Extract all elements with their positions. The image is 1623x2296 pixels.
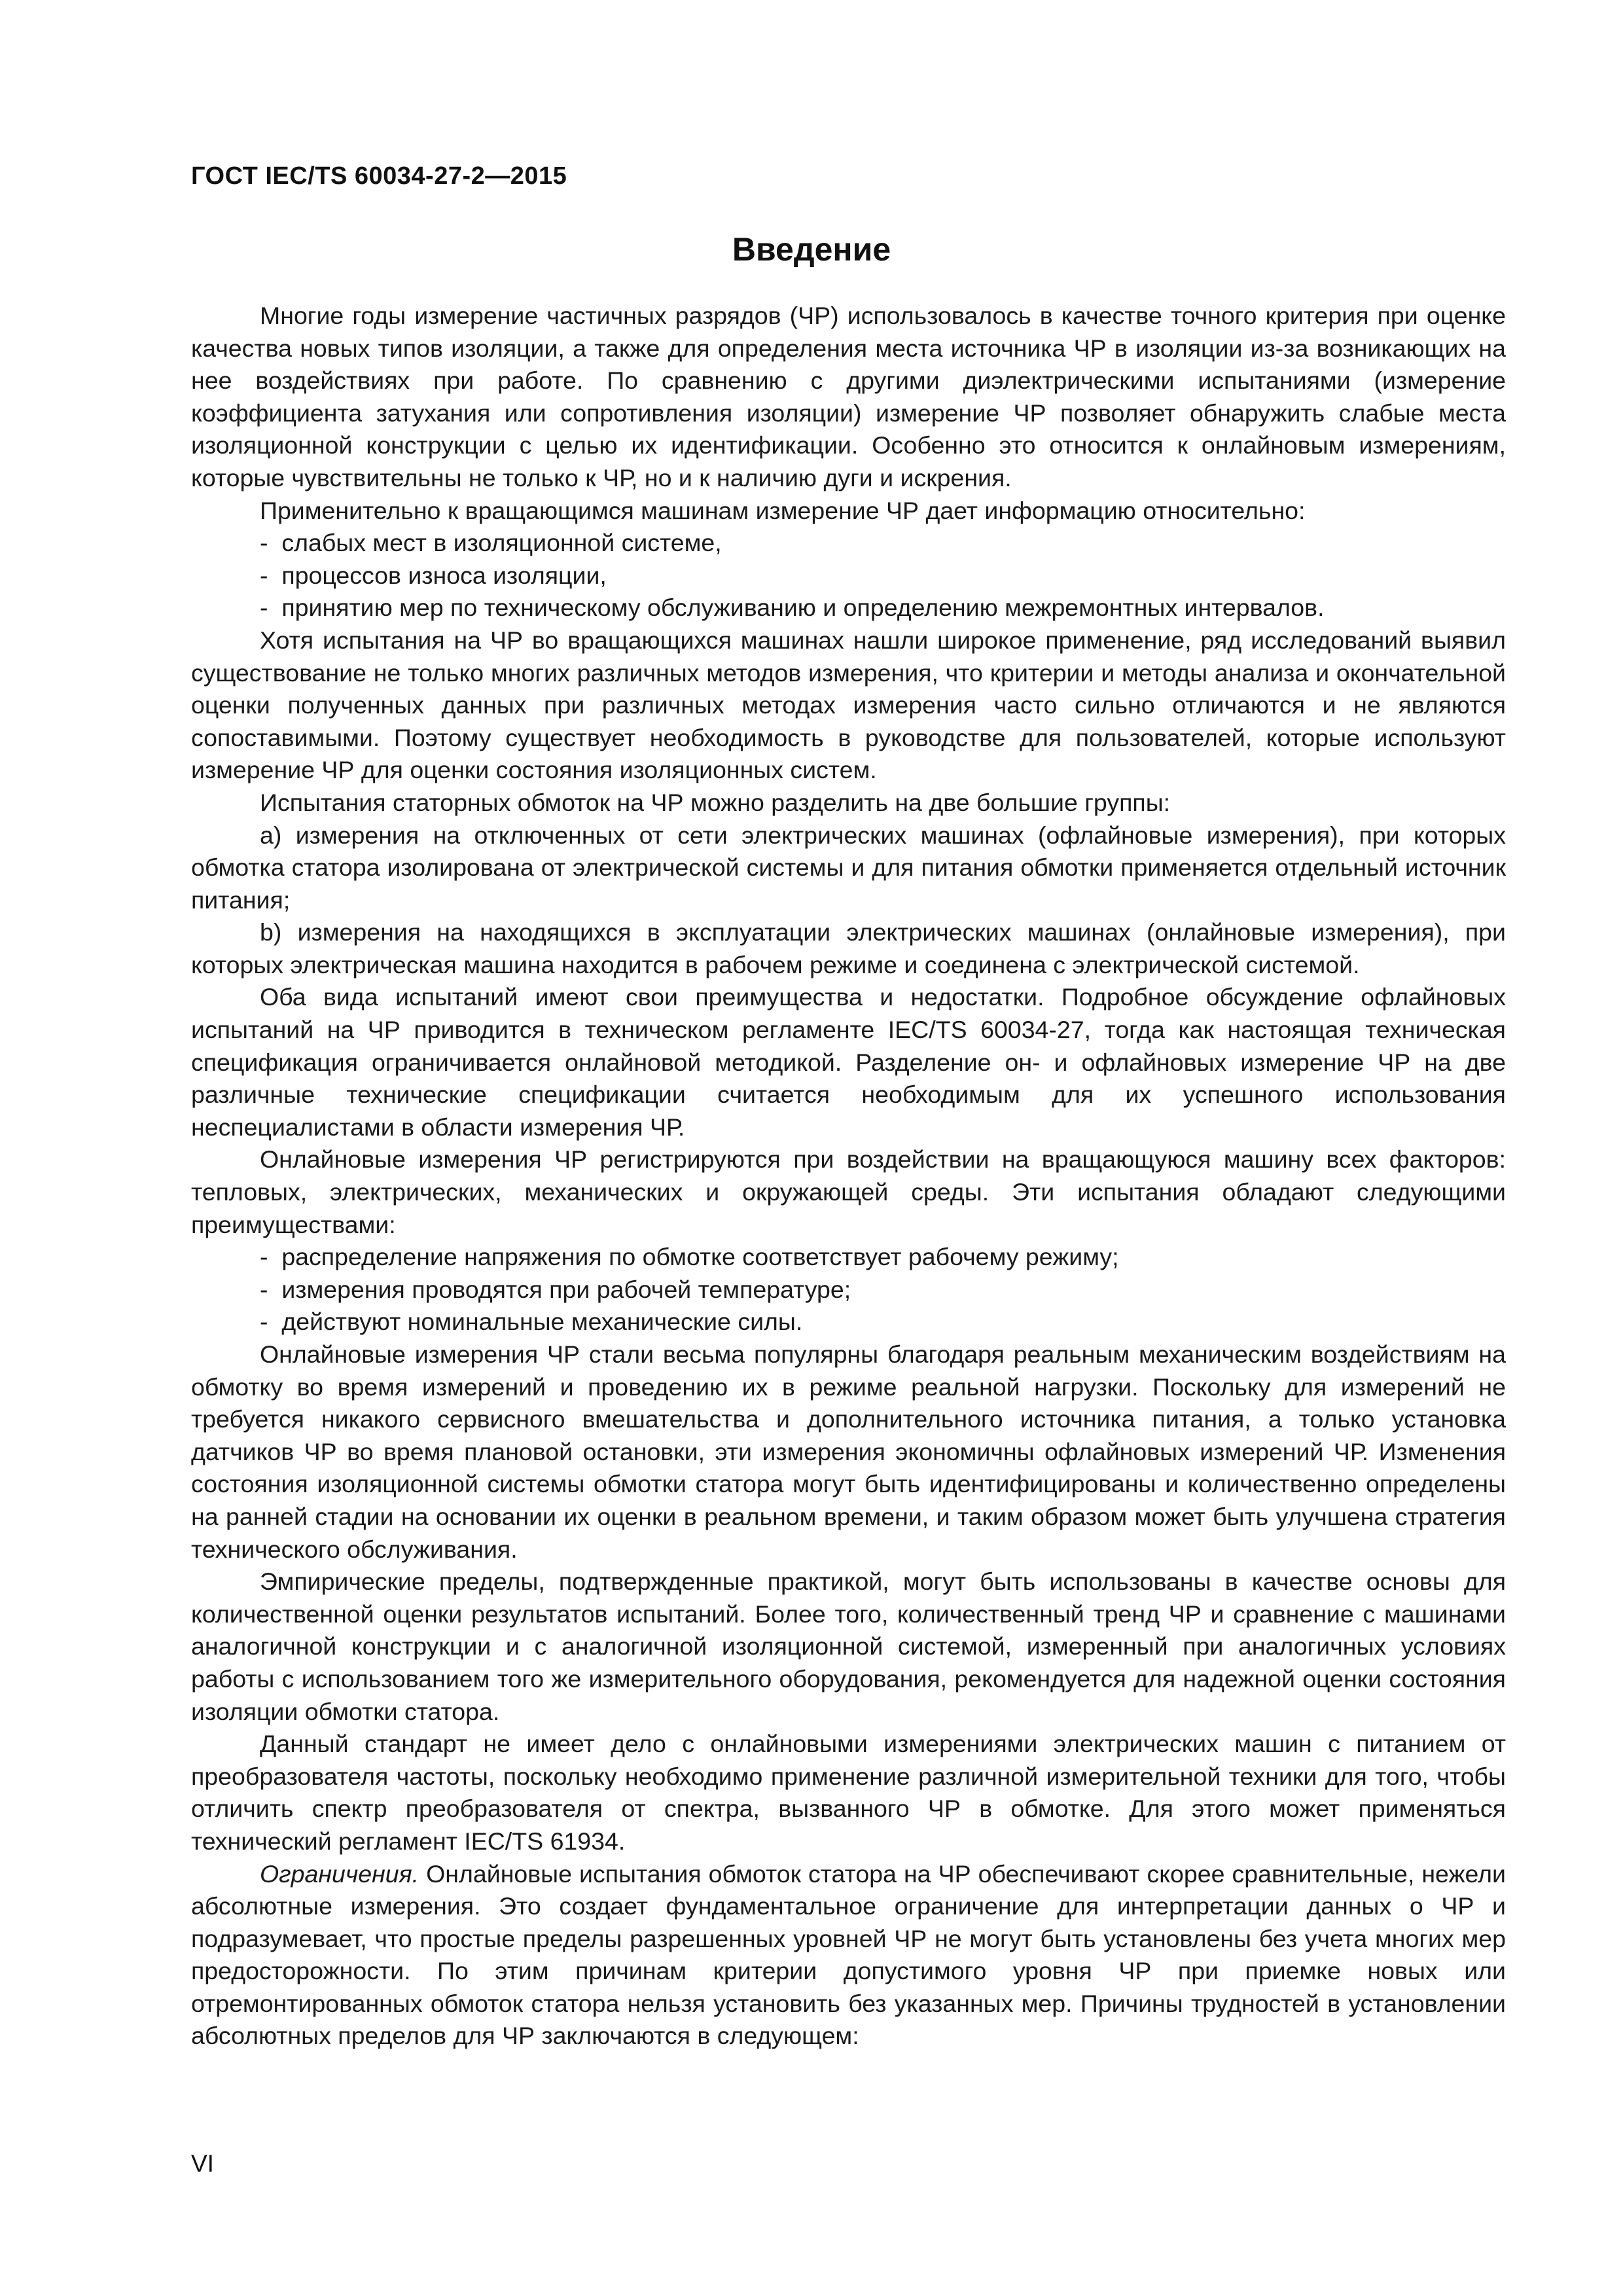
paragraph: Онлайновые измерения ЧР регистрируются при воздействии на вращающуюся машину всех факторов: тепловых, электрических, механических и окружающей среды. Эти испытания обладают следующими преимуществами:: [191, 1145, 1506, 1238]
list-item: - принятию мер по техническому обслуживанию и определению межремонтных интервалов.: [191, 592, 1506, 624]
paragraph-lead: Ограничения.: [260, 1859, 419, 1888]
paragraph: a) измерения на отключенных от сети электрических машинах (офлайновые измерения), при которых обмотка статора изолирована от электрической системы и для питания обмотки применяется отдельный источник питания;: [191, 821, 1506, 914]
list-item: - действуют номинальные механические силы.: [191, 1306, 1506, 1338]
paragraph: Многие годы измерение частичных разрядов (ЧР) использовалось в качестве точного критерия при оценке качества новых типов изоляции, а также для определения места источника ЧР в изоляции из-за возникающих на нее воздействиях при работе. По сравнению с другими диэлектрическими испытаниями (измерение коэффициента затухания или сопротивления изоляции) измерение ЧР позволяет обнаружить слабые места изоляционной конструкции с целью их идентификации. Особенно это относится к онлайновым измерениям, которые чувствительны не только к ЧР, но и к наличию дуги и искрения.: [191, 302, 1506, 492]
paragraph: Оба вида испытаний имеют свои преимущества и недостатки. Подробное обсуждение офлайновых испытаний на ЧР приводится в техническом регламенте IEC/TS 60034-27, тогда как настоящая техническая спецификация ограничивается онлайновой методикой. Разделение он- и офлайновых измерение ЧР на две различные технические спецификации считается необходимым для их успешного использования неспециалистами в области измерения ЧР.: [191, 983, 1506, 1141]
paragraph: Данный стандарт не имеет дело с онлайновыми измерениями электрических машин с питанием от преобразователя частоты, поскольку необходимо применение различной измерительной техники для того, чтобы отличить спектр преобразователя от спектра, вызванного ЧР в обмотке. Для этого может применяться технический регламент IEC/TS 61934.: [191, 1730, 1506, 1855]
paragraph: Испытания статорных обмоток на ЧР можно разделить на две большие группы:: [260, 788, 1171, 816]
paragraph: Эмпирические пределы, подтвержденные практикой, могут быть использованы в качестве основы для количественной оценки результатов испытаний. Более того, количественный тренд ЧР и сравнение с машинами аналогичной конструкции и с аналогичной изоляционной системой, измеренный при аналогичных условиях работы с использованием того же измерительного оборудования, рекомендуется для надежной оценки состояния изоляции обмотки статора.: [191, 1568, 1506, 1725]
document-body: [191, 300, 1506, 2053]
paragraph: Применительно к вращающимся машинам измерение ЧР дает информацию относительно:: [260, 496, 1306, 524]
paragraph: Онлайновые измерения ЧР стали весьма популярны благодаря реальным механическим воздействиям на обмотку во время измерений и проведению их в режиме реальной нагрузки. Поскольку для измерений не требуется никакого сервисного вмешательства и дополнительного источника питания, а только установка датчиков ЧР во время плановой остановки, эти измерения экономичны офлайновых измерений ЧР. Изменения состояния изоляционной системы обмотки статора могут быть идентифицированы и количественно определены на ранней стадии на основании их оценки в реальном времени, и таким образом может быть улучшена стратегия технического обслуживания.: [191, 1340, 1506, 1563]
list-item: - процессов износа изоляции,: [191, 560, 1506, 592]
list-item: - распределение напряжения по обмотке соответствует рабочему режиму;: [191, 1241, 1506, 1274]
paragraph: Хотя испытания на ЧР во вращающихся машинах нашли широкое применение, ряд исследований выявил существование не только многих различных методов измерения, что критерии и методы анализа и окончательной оценки полученных данных при различных методах измерения часто сильно отличаются и не являются сопоставимыми. Поэтому существует необходимость в руководстве для пользователей, которые используют измерение ЧР для оценки состояния изоляционных систем.: [191, 626, 1506, 784]
paragraph: [191, 1858, 1506, 2053]
document-header: ГОСТ IEC/TS 60034-27-2—2015: [191, 162, 567, 190]
list-item: - слабых мест в изоляционной системе,: [191, 527, 1506, 560]
paragraph-text: Онлайновые испытания обмоток статора на ЧР обеспечивают скорее сравнительные, нежели абсолютные измерения. Это создает фундаментальное ограничение для интерпретации данных о ЧР и подразумевает, что простые пределы разрешенных уровней ЧР не могут быть установлены без учета многих мер предосторожности. По этим причинам критерии допустимого уровня ЧР при приемке новых или отремонтированных обмоток статора нельзя установить без указанных мер. Причины трудностей в установлении абсолютных пределов для ЧР заключаются в следующем:: [191, 1859, 1506, 2050]
page-number: VI: [191, 2150, 214, 2177]
section-title: Введение: [732, 231, 891, 268]
list-item: - измерения проводятся при рабочей температуре;: [191, 1274, 1506, 1306]
paragraph: b) измерения на находящихся в эксплуатации электрических машинах (онлайновые измерения), при которых электрическая машина находится в рабочем режиме и соединена с электрической системой.: [191, 918, 1506, 978]
